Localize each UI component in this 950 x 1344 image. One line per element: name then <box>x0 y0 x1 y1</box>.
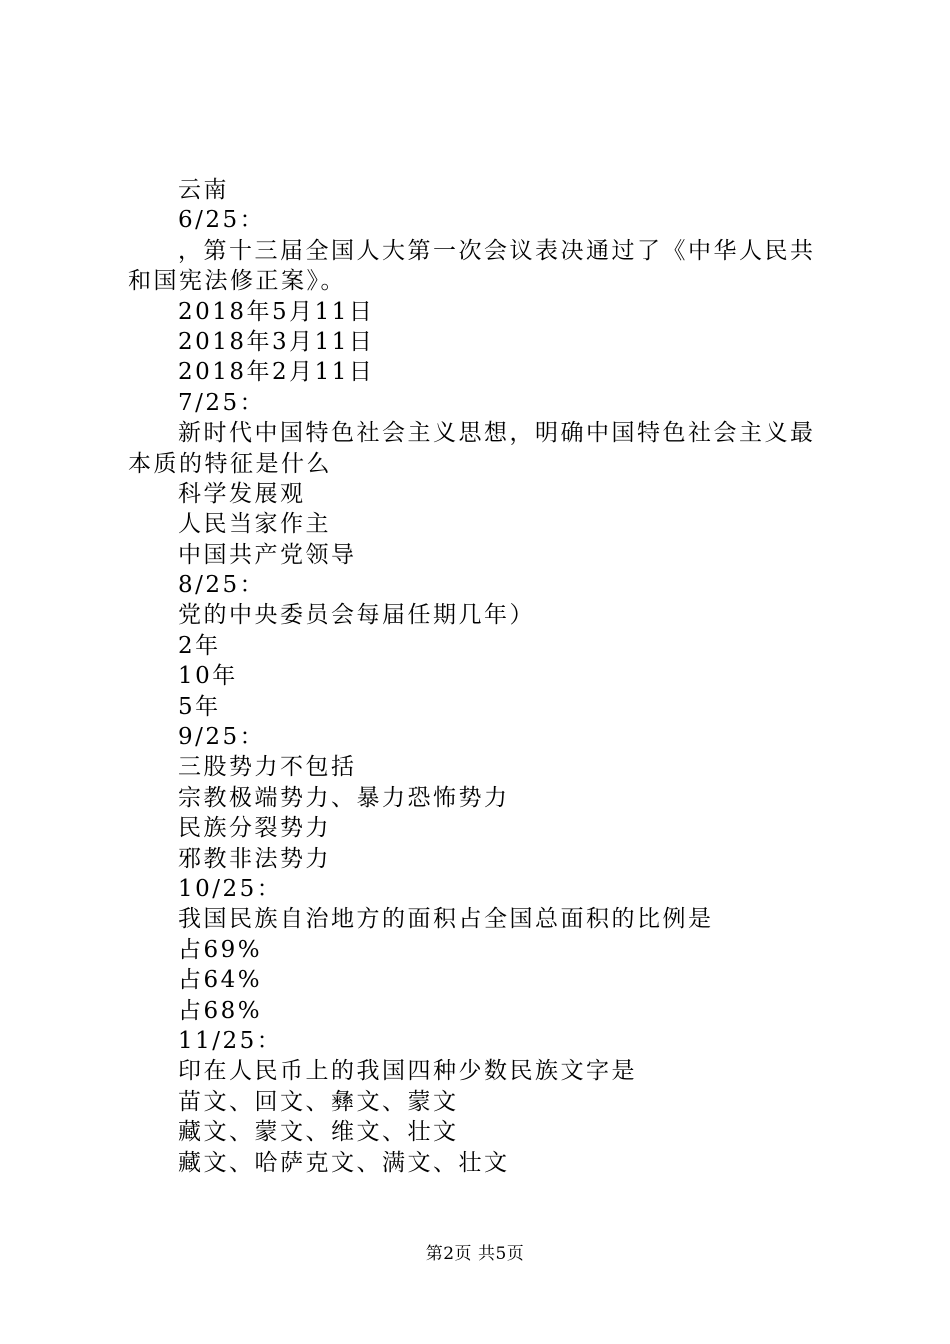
question-number: 6/25： <box>178 207 266 234</box>
answer-option: 2018年2月11日 <box>178 359 375 386</box>
answer-option: 宗教极端势力、暴力恐怖势力 <box>178 784 510 811</box>
answer-option: 民族分裂势力 <box>178 815 331 842</box>
answer-option: 2018年5月11日 <box>178 298 375 325</box>
question-text-continued: 本质的特征是什么 <box>128 450 332 477</box>
question-number: 7/25： <box>178 389 266 416</box>
question-text: 我国民族自治地方的面积占全国总面积的比例是 <box>178 906 714 933</box>
question-text: 党的中央委员会每届任期几年） <box>178 602 535 629</box>
answer-option: 占68% <box>178 997 263 1024</box>
page-footer: 第2页 共5页 <box>425 1244 525 1264</box>
answer-option: 占64% <box>178 967 263 994</box>
question-text: 新时代中国特色社会主义思想，明确中国特色社会主义最 <box>178 420 816 447</box>
text-line: 云南 <box>178 177 229 203</box>
question-text-continued: 和国宪法修正案》。 <box>128 268 346 295</box>
answer-option: 5年 <box>178 693 221 720</box>
question-text: 印在人民币上的我国四种少数民族文字是 <box>178 1058 637 1085</box>
answer-option: 占69% <box>178 936 263 963</box>
answer-option: 藏文、哈萨克文、满文、壮文 <box>178 1149 510 1176</box>
answer-option: 中国共产党领导 <box>178 541 357 568</box>
answer-option: 邪教非法势力 <box>178 845 331 872</box>
answer-option: 2018年3月11日 <box>178 328 375 355</box>
answer-option: 2年 <box>178 632 221 659</box>
answer-option: 科学发展观 <box>178 480 306 507</box>
question-number: 10/25： <box>178 875 283 902</box>
question-number: 8/25： <box>178 572 266 599</box>
answer-option: 苗文、回文、彝文、蒙文 <box>178 1088 459 1115</box>
answer-option: 人民当家作主 <box>178 511 331 538</box>
question-text: 三股势力不包括 <box>178 754 357 781</box>
question-text: ，第十三届全国人大第一次会议表决通过了《中华人民共 <box>178 237 816 264</box>
question-number: 9/25： <box>178 724 266 751</box>
document-body <box>128 175 838 1178</box>
answer-option: 10年 <box>178 663 238 690</box>
answer-option: 藏文、蒙文、维文、壮文 <box>178 1119 459 1146</box>
question-number: 11/25： <box>178 1027 283 1054</box>
